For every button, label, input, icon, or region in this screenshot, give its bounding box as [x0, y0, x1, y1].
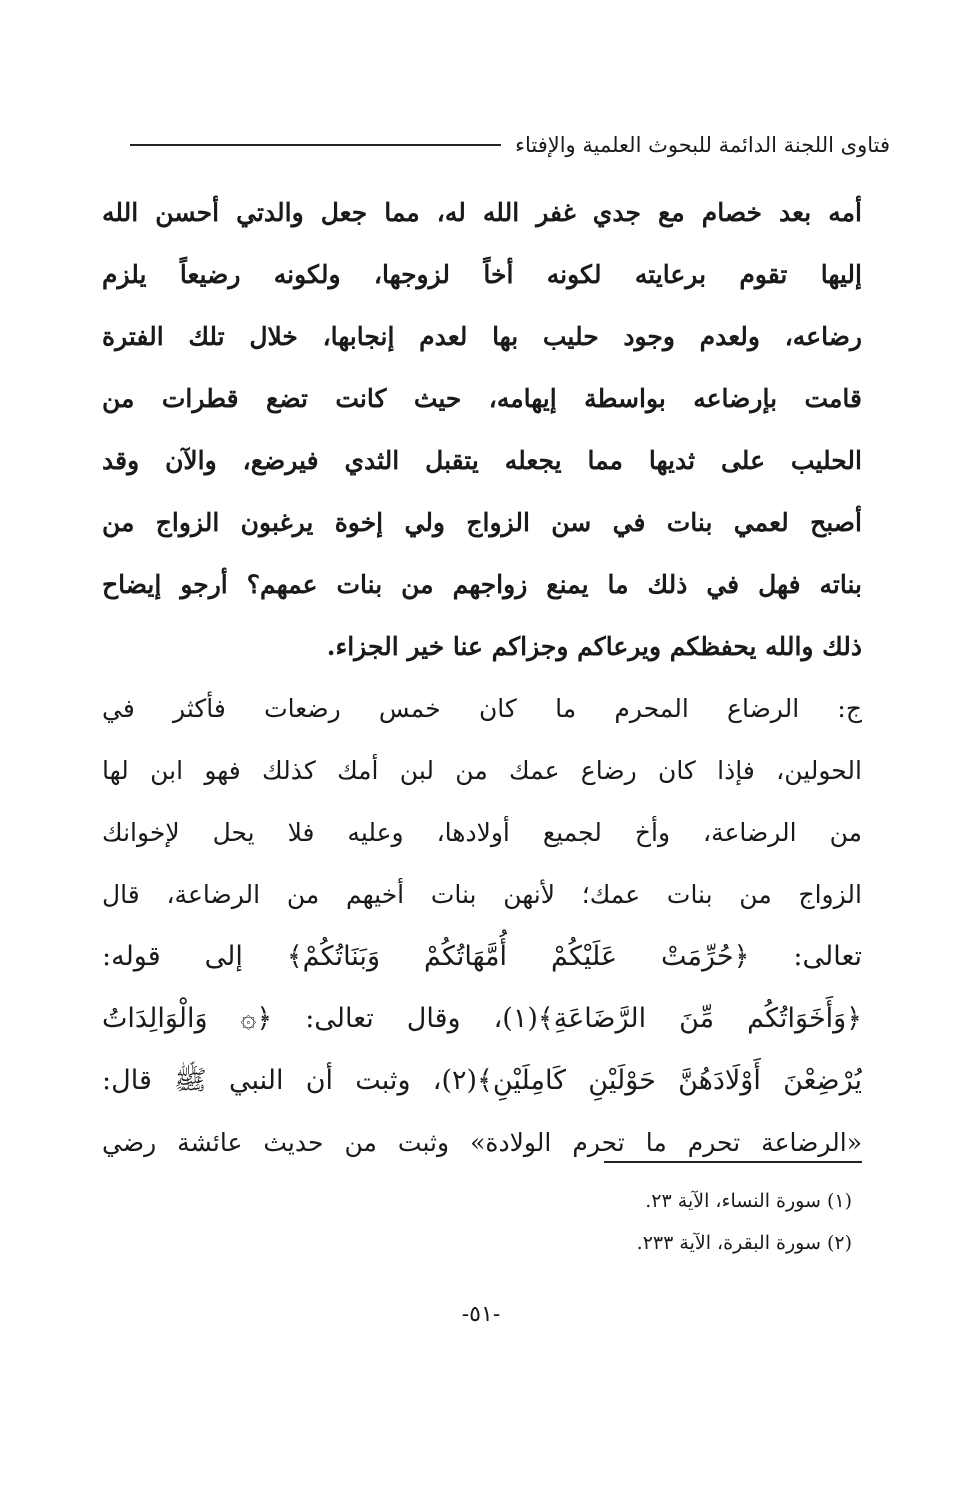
answer-line: «الرضاعة تحرم ما تحرم الولادة» وثبت من حديث عائشة رضي	[102, 1128, 862, 1157]
page-number: -٥١-	[461, 1302, 501, 1327]
footnote-separator	[604, 1161, 862, 1163]
answer-line: ﴿وَأَخَوَاتُكُم مِّنَ الرَّضَاعَةِ﴾(١)، وقال تعالى: ﴿۞ وَالْوَالِدَاتُ	[102, 1003, 862, 1034]
question-line: أمه بعد خصام مع جدي غفر الله له، مما جعل والدتي أحسن الله	[102, 198, 862, 227]
answer-line: يُرْضِعْنَ أَوْلَادَهُنَّ حَوْلَيْنِ كَامِلَيْنِ﴾(٢)، وثبت أن النبي ﷺ قال:	[102, 1065, 862, 1096]
answer-line: الحولين، فإذا كان رضاع عمك من لبن أمك كذلك فهو ابن لها	[102, 756, 862, 785]
question-line: رضاعه، ولعدم وجود حليب بها لعدم إنجابها، خلال تلك الفترة	[102, 322, 862, 351]
answer-line: تعالى: ﴿حُرِّمَتْ عَلَيْكُمْ أُمَّهَاتُكُمْ وَبَنَاتُكُمْ﴾ إلى قوله:	[102, 941, 862, 972]
fatwa-body	[102, 182, 862, 1174]
question-line: بناته فهل في ذلك ما يمنع زواجهم من بنات عمهم؟ أرجو إيضاح	[102, 570, 862, 599]
footnote-1: (١) سورة النساء، الآية ٢٣.	[645, 1190, 852, 1212]
question-line: قامت بإرضاعه بواسطة إيهامه، حيث كانت تضع قطرات من	[102, 384, 862, 413]
question-line: إليها تقوم برعايته لكونه أخاً لزوجها، ولكونه رضيعاً يلزم	[102, 260, 862, 289]
answer-line: ج: الرضاع المحرم ما كان خمس رضعات فأكثر في	[102, 694, 862, 723]
header-rule	[130, 144, 501, 146]
footnotes	[112, 1180, 852, 1264]
answer-line: الزواج من بنات عمك؛ لأنهن بنات أخيهم من الرضاعة، قال	[102, 880, 862, 909]
question-line: ذلك والله يحفظكم ويرعاكم وجزاكم عنا خير الجزاء.	[326, 632, 862, 661]
running-header	[130, 125, 890, 165]
book-title: فتاوى اللجنة الدائمة للبحوث العلمية والإفتاء	[515, 133, 890, 157]
question-line: الحليب على ثديها مما يجعله يتقبل الثدي فيرضع، والآن وقد	[102, 446, 862, 475]
footnote-2: (٢) سورة البقرة، الآية ٢٣٣.	[636, 1232, 852, 1254]
question-line: أصبح لعمي بنات في سن الزواج ولي إخوة يرغبون الزواج من	[102, 508, 862, 537]
answer-line: من الرضاعة، وأخ لجميع أولادها، وعليه فلا يحل لإخوانك	[102, 818, 862, 847]
